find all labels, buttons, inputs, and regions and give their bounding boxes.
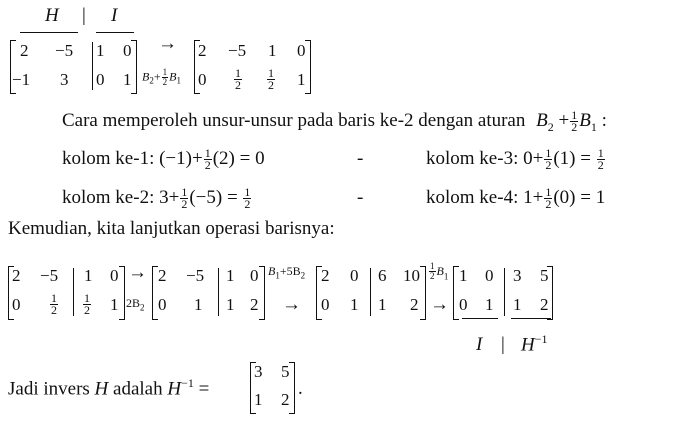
cell: 1 xyxy=(254,390,263,409)
cell: 3 xyxy=(254,362,263,381)
cell: 1 xyxy=(84,266,93,285)
row-operation: $B_2+$ $\frac{1}{2}$ $B_1$ xyxy=(142,67,181,87)
conclusion-text: Jadi invers H adalah $H^{-1}$ = xyxy=(8,376,210,400)
i-underline xyxy=(462,318,498,319)
right-bracket xyxy=(305,40,311,94)
right-bracket xyxy=(131,40,137,94)
cell: −5 xyxy=(40,266,59,285)
continuation-text: Kemudian, kita lanjutkan operasi barisnya: xyxy=(8,218,335,239)
cell: 1 xyxy=(96,41,105,60)
hinv-underline xyxy=(511,318,551,319)
cell: 0 xyxy=(321,295,330,314)
cell: 2 xyxy=(198,41,207,60)
cell: 0 xyxy=(96,70,105,89)
label-separator: | xyxy=(82,5,86,26)
augment-line xyxy=(370,268,371,316)
cell: 0 xyxy=(250,266,259,285)
row-operation: $\frac{1}{2}$ $B_1$ xyxy=(430,261,449,282)
separator-dash: - xyxy=(357,148,364,169)
cell: 1 xyxy=(350,295,359,314)
row-operation: $2B_2$ xyxy=(126,296,145,313)
augment-line xyxy=(73,268,74,316)
augment-line xyxy=(504,268,505,316)
cell: 6 xyxy=(378,266,387,285)
cell: 2 xyxy=(158,266,167,285)
right-bracket xyxy=(119,266,125,320)
label-i: I xyxy=(111,5,118,26)
cell: 5 xyxy=(281,362,290,381)
cell: 2 xyxy=(20,41,29,60)
label-h-inverse: $H^{-1}$ xyxy=(521,332,548,356)
cell: 0 xyxy=(110,266,119,285)
cell: 1 xyxy=(513,295,522,314)
cell: 1 xyxy=(226,266,235,285)
cell: 0 xyxy=(485,266,494,285)
cell: 3 xyxy=(513,266,522,285)
kolom-1: kolom ke-1: (−1)+ $\frac{1}{2}$ (2) = 0 xyxy=(62,146,265,173)
i-overline xyxy=(96,32,134,33)
cell: −5 xyxy=(228,41,247,60)
cell: 0 xyxy=(158,295,167,314)
cell: 2 xyxy=(12,266,21,285)
cell: 2 xyxy=(410,295,419,314)
augment-line xyxy=(218,268,219,316)
cell: 0 xyxy=(198,70,207,89)
cell-fraction: $\frac{1}{2}$ xyxy=(268,66,274,92)
augment-line xyxy=(92,42,93,90)
cell: 1 xyxy=(378,295,387,314)
label-h: H xyxy=(45,5,59,26)
cell-fraction: $\frac{1}{2}$ xyxy=(84,291,90,317)
cell: 2 xyxy=(540,295,549,314)
right-bracket xyxy=(259,266,265,320)
arrow: → xyxy=(158,33,177,54)
cell: 0 xyxy=(459,295,468,314)
period: . xyxy=(298,378,303,399)
arrow: → xyxy=(282,294,301,315)
label-separator: | xyxy=(501,334,505,355)
kolom-3: kolom ke-3: 0+ $\frac{1}{2}$ (1) = $\frac{1}{2}$ xyxy=(426,146,604,173)
cell: 1 xyxy=(268,41,277,60)
row-operation: $B_1+5B_2$ xyxy=(268,264,306,281)
cell: 0 xyxy=(12,295,21,314)
explanation-text: Cara memperoleh unsur-unsur pada baris ke-2 dengan aturan $B_2$ + $\frac{1}{2}$ $B_1$ : xyxy=(62,108,607,135)
cell: 1 xyxy=(226,295,235,314)
cell: −5 xyxy=(186,266,205,285)
cell: −1 xyxy=(12,70,31,89)
cell: 2 xyxy=(250,295,259,314)
cell: 1 xyxy=(297,70,306,89)
cell: 2 xyxy=(281,390,290,409)
cell: 1 xyxy=(485,295,494,314)
cell: 3 xyxy=(60,70,69,89)
separator-dash: - xyxy=(357,187,364,208)
h-overline xyxy=(20,32,78,33)
cell: 1 xyxy=(194,295,203,314)
kolom-4: kolom ke-4: 1+ $\frac{1}{2}$ (0) = 1 xyxy=(426,185,606,212)
cell: 0 xyxy=(123,41,132,60)
cell: 0 xyxy=(350,266,359,285)
right-bracket xyxy=(420,266,426,320)
arrow: → xyxy=(128,262,147,283)
cell: 1 xyxy=(459,266,468,285)
right-bracket xyxy=(289,362,295,414)
cell-fraction: $\frac{1}{2}$ xyxy=(51,291,57,317)
cell: 1 xyxy=(123,70,132,89)
cell: 10 xyxy=(403,266,420,285)
kolom-2: kolom ke-2: 3+ $\frac{1}{2}$ (−5) = $\frac{1}{2}$ xyxy=(62,185,251,212)
cell: 5 xyxy=(540,266,549,285)
cell: −5 xyxy=(55,41,74,60)
cell: 1 xyxy=(110,295,119,314)
cell: 0 xyxy=(297,41,306,60)
cell: 2 xyxy=(321,266,330,285)
arrow: → xyxy=(430,294,449,315)
cell-fraction: $\frac{1}{2}$ xyxy=(235,66,241,92)
label-i: I xyxy=(476,334,483,355)
